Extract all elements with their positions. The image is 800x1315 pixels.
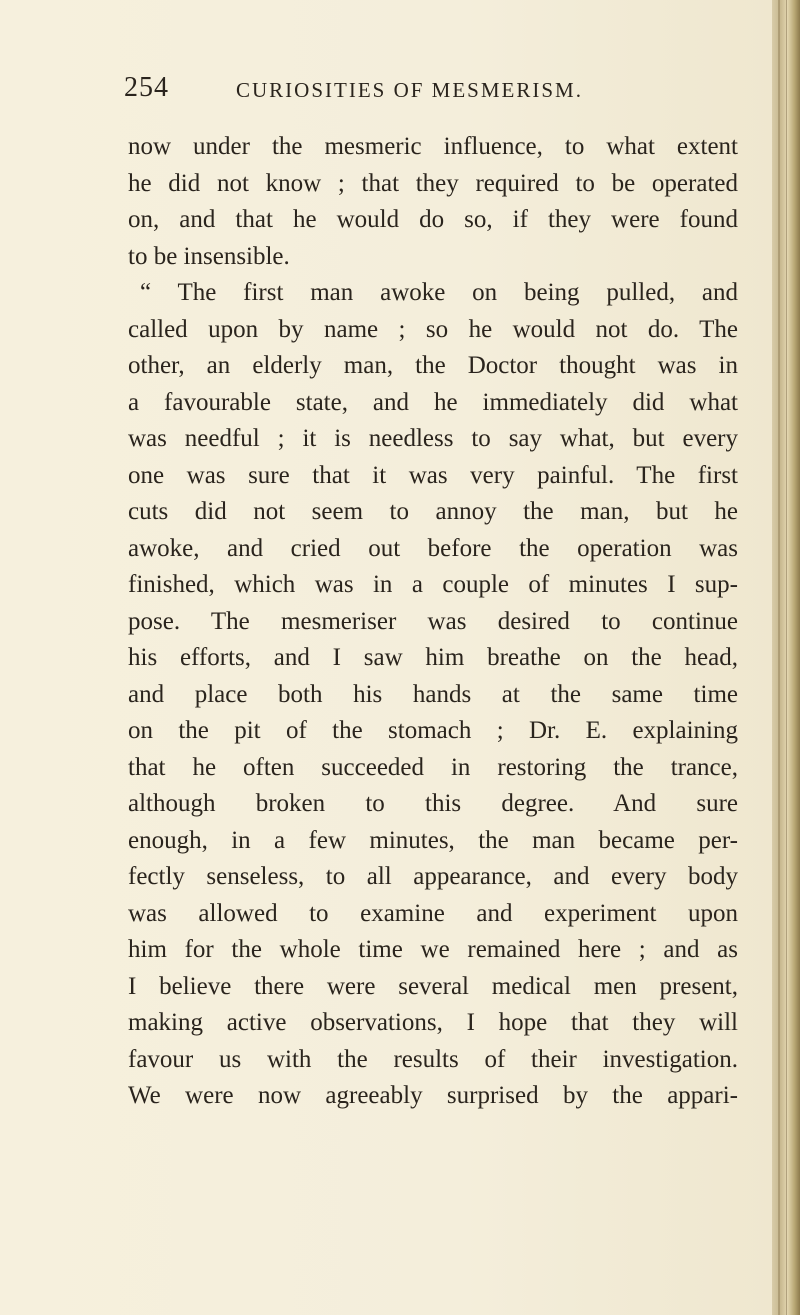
text-line: called upon by name ; so he would not do. The [128, 315, 738, 343]
body-text [128, 129, 738, 1115]
page-number: 254 [124, 72, 169, 103]
text-line: to be insensible. [128, 242, 290, 270]
text-line: making active observations, I hope that they will [128, 1009, 738, 1036]
text-line: one was sure that it was very painful. The first [128, 461, 738, 489]
text-line: now under the mesmeric influence, to what extent [128, 133, 738, 160]
text-line: I believe there were several medical men present, [128, 972, 738, 1000]
text-line: his efforts, and I saw him breathe on the head, [128, 644, 738, 671]
text-line: cuts did not seem to annoy the man, but he [128, 498, 738, 525]
text-line: a favourable state, and he immediately did what [128, 388, 738, 416]
text-line: although broken to this degree. And sure [128, 790, 738, 817]
text-line: was needful ; it is needless to say what, but every [128, 425, 738, 452]
text-line: awoke, and cried out before the operation was [128, 534, 738, 562]
page-header [124, 72, 736, 112]
text-line: that he often succeeded in restoring the trance, [128, 753, 738, 781]
text-line: We were now agreeably surprised by the appari- [128, 1082, 738, 1109]
text-line: him for the whole time we remained here ; and as [128, 936, 738, 963]
text-line: was allowed to examine and experiment upon [128, 899, 738, 927]
text-line: enough, in a few minutes, the man became per- [128, 826, 738, 854]
text-line: on, and that he would do so, if they were found [128, 206, 738, 233]
text-line: finished, which was in a couple of minutes I sup- [128, 571, 738, 598]
page-edge [772, 0, 800, 1315]
text-line: other, an elderly man, the Doctor thought was in [128, 352, 738, 379]
text-line: on the pit of the stomach ; Dr. E. explaining [128, 717, 738, 744]
text-line: he did not know ; that they required to be operated [128, 169, 738, 197]
text-line: “ The first man awoke on being pulled, and [140, 279, 738, 306]
running-head: CURIOSITIES OF MESMERISM. [236, 78, 583, 102]
text-line: fectly senseless, to all appearance, and every body [128, 863, 738, 890]
text-line: and place both his hands at the same time [128, 680, 738, 708]
text-line: favour us with the results of their investigation. [128, 1045, 738, 1073]
text-line: pose. The mesmeriser was desired to continue [128, 607, 738, 635]
